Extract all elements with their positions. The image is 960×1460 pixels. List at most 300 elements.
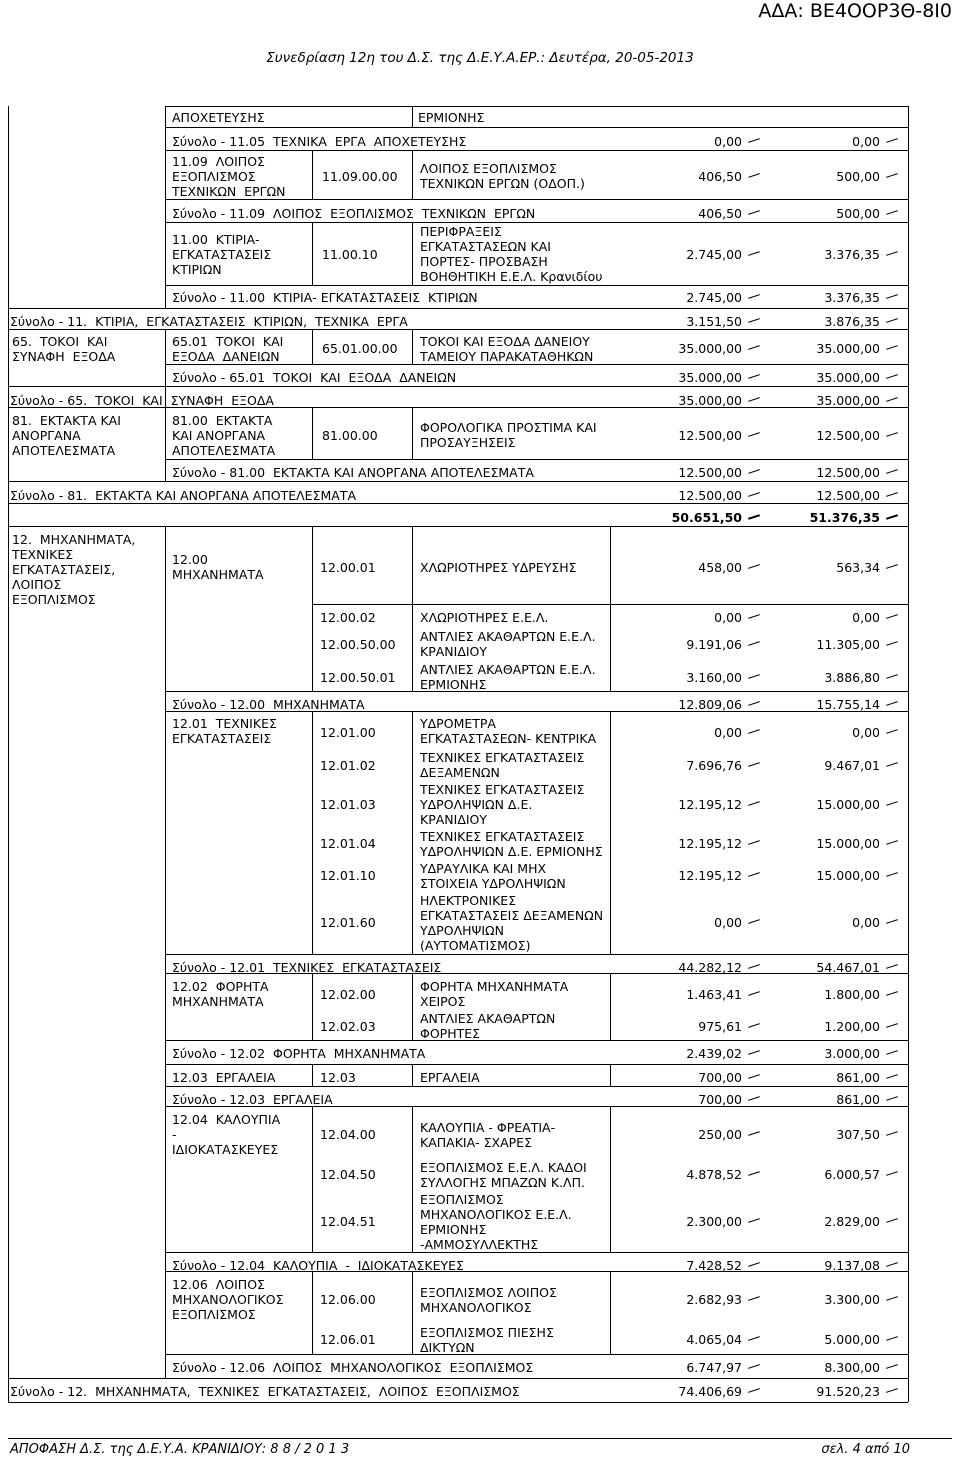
amount-value: 1.463,41 xyxy=(686,987,742,1002)
euro-sign-icon xyxy=(886,251,898,256)
amount-value: 74.406,69 xyxy=(678,1384,742,1399)
table-rule-h xyxy=(165,459,908,460)
amount-column-2 xyxy=(824,1292,898,1307)
table-cell: ΛΟΙΠΟΣ xyxy=(12,577,62,592)
table-cell: ΤΕΧΝΙΚΕΣ ΕΓΚΑΤΑΣΤΑΣΕΙΣ xyxy=(420,750,585,765)
amount-value: 406,50 xyxy=(698,169,742,184)
euro-sign-icon xyxy=(748,641,760,646)
euro-sign-icon xyxy=(748,919,760,924)
table-rule-v xyxy=(610,526,611,691)
table-cell: 12.06.01 xyxy=(320,1332,376,1347)
table-cell: ΜΗΧΑΝΗΜΑΤΑ xyxy=(172,994,264,1009)
table-rule-h xyxy=(165,106,908,107)
table-cell: ΕΓΚΑΤΑΣΤΑΣΕΙΣ xyxy=(172,731,272,746)
euro-sign-icon xyxy=(886,514,898,520)
amount-value: 307,50 xyxy=(836,1127,880,1142)
euro-sign-icon xyxy=(886,210,898,215)
footer-page-number: σελ. 4 από 10 xyxy=(821,1442,910,1457)
table-cell: 12.03 xyxy=(320,1070,356,1085)
amount-column-1 xyxy=(714,725,760,740)
amount-value: 6.747,97 xyxy=(686,1360,742,1375)
table-cell: ΤΕΧΝΙΚΕΣ ΕΓΚΑΤΑΣΤΑΣΕΙΣ xyxy=(420,829,585,844)
table-rule-v xyxy=(8,106,9,1402)
table-cell: 11.09 ΛΟΙΠΟΣ xyxy=(172,154,265,169)
table-rule-v xyxy=(312,150,313,199)
table-cell: ΥΔΡΟΛΗΨΙΩΝ Δ.Ε. xyxy=(420,797,533,812)
table-cell: ΑΝΟΡΓΑΝΑ xyxy=(12,428,81,443)
euro-sign-icon xyxy=(748,514,760,520)
table-rule-v xyxy=(412,407,413,459)
euro-sign-icon xyxy=(886,1296,898,1301)
euro-sign-icon xyxy=(886,729,898,734)
amount-column-2 xyxy=(816,488,898,503)
table-rule-v xyxy=(312,329,313,364)
euro-sign-icon xyxy=(748,1388,760,1393)
amount-column-2 xyxy=(824,247,898,262)
amount-column-2 xyxy=(824,1332,898,1347)
euro-sign-icon xyxy=(748,762,760,767)
table-cell: ΕΞΟΠΛΙΣΜΟΣ xyxy=(172,169,256,184)
amount-column-1 xyxy=(686,758,760,773)
table-cell: ΑΠΟΤΕΛΕΣΜΑΤΑ xyxy=(12,443,116,458)
amount-value: 0,00 xyxy=(852,610,880,625)
euro-sign-icon xyxy=(748,701,760,706)
subtotal-label: Σύνολο - 12. ΜΗΧΑΝΗΜΑΤΑ, ΤΕΧΝΙΚΕΣ ΕΓΚΑΤΑΣΤΑΣΕΙΣ, ΛΟΙΠΟΣ ΕΞΟΠΛΙΣΜΟΣ xyxy=(10,1384,520,1399)
amount-value: 12.809,06 xyxy=(678,697,742,712)
table-cell: ΕΓΚΑΤΑΣΤΑΣΕΙΣ ΔΕΞΑΜΕΝΩΝ xyxy=(420,908,604,923)
table-cell: 12.02 ΦΟΡΗΤΑ xyxy=(172,979,269,994)
euro-sign-icon xyxy=(886,801,898,806)
amount-value: 9.191,06 xyxy=(686,637,742,652)
amount-value: 2.745,00 xyxy=(686,290,742,305)
table-cell: ΥΔΡΟΛΗΨΙΩΝ Δ.Ε. ΕΡΜΙΟΝΗΣ xyxy=(420,844,603,859)
table-cell: ΠΕΡΙΦΡΑΞΕΙΣ xyxy=(420,224,502,239)
table-cell: 12.00.50.00 xyxy=(320,637,396,652)
table-cell: ΕΞΟΔΑ ΔΑΝΕΙΩΝ xyxy=(172,349,280,364)
amount-column-2 xyxy=(816,836,898,851)
subtotal-label: Σύνολο - 12.04 ΚΑΛΟΥΠΙΑ - ΙΔΙΟΚΑΤΑΣΚΕΥΕΣ xyxy=(172,1258,464,1273)
euro-sign-icon xyxy=(886,1336,898,1341)
table-cell: 12.01.04 xyxy=(320,836,376,851)
table-cell: 12.03 ΕΡΓΑΛΕΙΑ xyxy=(172,1070,276,1085)
table-cell: 12.01.60 xyxy=(320,915,376,930)
amount-column-2 xyxy=(824,1167,898,1182)
amount-column-1 xyxy=(698,206,760,221)
amount-column-1 xyxy=(686,670,760,685)
amount-value: 7.696,76 xyxy=(686,758,742,773)
amount-column-1 xyxy=(678,1384,760,1399)
table-cell: ΠΡΟΣΑΥΞΗΣΕΙΣ xyxy=(420,435,516,450)
subtotal-label: Σύνολο - 65.01 ΤΟΚΟΙ ΚΑΙ ΕΞΟΔΑ ΔΑΝΕΙΩΝ xyxy=(172,370,457,385)
table-cell: ΧΛΩΡΙΟΤΗΡΕΣ ΥΔΡΕΥΣΗΣ xyxy=(420,560,577,575)
amount-column-1 xyxy=(678,341,760,356)
amount-column-1 xyxy=(686,1167,760,1182)
table-cell: 12.01.10 xyxy=(320,868,376,883)
euro-sign-icon xyxy=(886,1050,898,1055)
table-cell: ΚΑΙ ΑΝΟΡΓΑΝΑ xyxy=(172,428,266,443)
table-cell: ΑΝΤΛΙΕΣ ΑΚΑΘΑΡΤΩΝ xyxy=(420,1011,556,1026)
euro-sign-icon xyxy=(886,1131,898,1136)
subtotal-label: Σύνολο - 12.01 ΤΕΧΝΙΚΕΣ ΕΓΚΑΤΑΣΤΑΣΕΙΣ xyxy=(172,960,442,975)
table-cell: ΕΞΟΠΛΙΣΜΟΣ xyxy=(172,1307,256,1322)
amount-column-1 xyxy=(686,1360,760,1375)
table-rule-v xyxy=(312,407,313,459)
amount-column-2 xyxy=(852,610,898,625)
amount-column-2 xyxy=(824,1214,898,1229)
amount-value: 4.065,04 xyxy=(686,1332,742,1347)
table-rule-h xyxy=(8,1402,908,1403)
amount-column-2 xyxy=(810,510,898,525)
amount-value: 975,61 xyxy=(698,1019,742,1034)
euro-sign-icon xyxy=(886,1262,898,1267)
amount-value: 3.151,50 xyxy=(686,314,742,329)
amount-column-1 xyxy=(698,1019,760,1034)
amount-value: 12.195,12 xyxy=(678,868,742,883)
table-rule-h xyxy=(8,526,908,527)
amount-column-2 xyxy=(816,465,898,480)
amount-column-1 xyxy=(686,1046,760,1061)
amount-value: 458,00 xyxy=(698,560,742,575)
table-cell: 12.02.00 xyxy=(320,987,376,1002)
euro-sign-icon xyxy=(748,1171,760,1176)
table-rule-v xyxy=(610,1064,611,1086)
euro-sign-icon xyxy=(748,614,760,619)
euro-sign-icon xyxy=(748,872,760,877)
table-cell: ΕΡΓΑΛΕΙΑ xyxy=(420,1070,480,1085)
table-cell: 65. ΤΟΚΟΙ ΚΑΙ xyxy=(12,334,108,349)
table-cell: ΧΛΩΡΙΟΤΗΡΕΣ Ε.Ε.Λ. xyxy=(420,610,549,625)
amount-column-2 xyxy=(816,868,898,883)
table-cell: ΣΥΝΑΦΗ ΕΞΟΔΑ xyxy=(12,349,116,364)
euro-sign-icon xyxy=(748,840,760,845)
table-rule-h xyxy=(165,691,908,692)
amount-column-2 xyxy=(816,393,898,408)
amount-column-2 xyxy=(824,1360,898,1375)
table-cell: 12.00.01 xyxy=(320,560,376,575)
amount-value: 2.300,00 xyxy=(686,1214,742,1229)
euro-sign-icon xyxy=(886,1364,898,1369)
amount-value: 12.500,00 xyxy=(678,428,742,443)
table-rule-v xyxy=(610,711,611,954)
amount-column-1 xyxy=(686,1258,760,1273)
euro-sign-icon xyxy=(748,1296,760,1301)
table-rule-v xyxy=(312,1064,313,1086)
table-cell: ΥΔΡΟΜΕΤΡΑ xyxy=(420,716,496,731)
euro-sign-icon xyxy=(748,397,760,402)
table-cell: 12. ΜΗΧΑΝΗΜΑΤΑ, xyxy=(12,532,136,547)
euro-sign-icon xyxy=(748,1023,760,1028)
amount-column-1 xyxy=(714,915,760,930)
subtotal-label: Σύνολο - 12.03 ΕΡΓΑΛΕΙΑ xyxy=(172,1092,333,1107)
table-cell: ΑΝΤΛΙΕΣ ΑΚΑΘΑΡΤΩΝ Ε.Ε.Λ. xyxy=(420,629,596,644)
table-cell: ΜΗΧΑΝΟΛΟΓΙΚΟΣ xyxy=(172,1292,284,1307)
table-rule-v xyxy=(165,526,166,1378)
table-rule-v xyxy=(412,526,413,691)
table-cell: ΗΛΕΚΤΡΟΝΙΚΕΣ xyxy=(420,893,517,908)
euro-sign-icon xyxy=(886,701,898,706)
table-cell: ΥΔΡΟΛΗΨΙΩΝ xyxy=(420,923,504,938)
footer-decision: ΑΠΟΦΑΣΗ Δ.Σ. της Δ.Ε.Υ.Α. ΚΡΑΝΙΔΙΟΥ: 8 8 / 2 0 1 3 xyxy=(10,1442,350,1457)
amount-value: 700,00 xyxy=(698,1070,742,1085)
amount-value: 0,00 xyxy=(714,915,742,930)
euro-sign-icon xyxy=(886,564,898,569)
euro-sign-icon xyxy=(886,840,898,845)
amount-value: 861,00 xyxy=(836,1092,880,1107)
amount-column-2 xyxy=(816,1384,898,1399)
table-cell: ΕΞΟΠΛΙΣΜΟΣ xyxy=(420,1192,504,1207)
amount-value: 12.500,00 xyxy=(678,465,742,480)
euro-sign-icon xyxy=(886,374,898,379)
table-cell: 12.04.00 xyxy=(320,1127,376,1142)
euro-sign-icon xyxy=(886,1218,898,1223)
table-rule-h xyxy=(165,1064,908,1065)
amount-value: 2.439,02 xyxy=(686,1046,742,1061)
table-cell: - xyxy=(172,1127,177,1142)
table-cell: 12.00.02 xyxy=(320,610,376,625)
table-rule-v xyxy=(312,526,313,691)
amount-value: 3.376,35 xyxy=(824,247,880,262)
amount-value: 11.305,00 xyxy=(816,637,880,652)
amount-column-2 xyxy=(816,960,898,975)
table-cell: ΕΞΟΠΛΙΣΜΟΣ ΛΟΙΠΟΣ xyxy=(420,1285,557,1300)
amount-value: 2.745,00 xyxy=(686,247,742,262)
amount-value: 3.886,80 xyxy=(824,670,880,685)
euro-sign-icon xyxy=(748,1262,760,1267)
table-rule-h xyxy=(165,1040,908,1041)
table-cell: 12.06 ΛΟΙΠΟΣ xyxy=(172,1277,265,1292)
amount-column-2 xyxy=(824,987,898,1002)
euro-sign-icon xyxy=(886,1074,898,1079)
euro-sign-icon xyxy=(748,1096,760,1101)
subtotal-label: Σύνολο - 11.09 ΛΟΙΠΟΣ ΕΞΟΠΛΙΣΜΟΣ ΤΕΧΝΙΚΩΝ ΕΡΓΩΝ xyxy=(172,206,536,221)
table-cell: ΕΡΜΙΟΝΗΣ xyxy=(418,110,485,125)
amount-column-1 xyxy=(686,290,760,305)
amount-column-1 xyxy=(698,560,760,575)
amount-value: 500,00 xyxy=(836,206,880,221)
euro-sign-icon xyxy=(748,1218,760,1223)
amount-column-2 xyxy=(836,560,898,575)
table-cell: ΜΗΧΑΝΟΛΟΓΙΚΟΣ xyxy=(420,1300,532,1315)
amount-value: 3.300,00 xyxy=(824,1292,880,1307)
amount-column-2 xyxy=(836,169,898,184)
amount-value: 35.000,00 xyxy=(678,370,742,385)
amount-column-2 xyxy=(824,1019,898,1034)
table-rule-h xyxy=(165,150,908,151)
amount-value: 3.376,35 xyxy=(824,290,880,305)
amount-column-1 xyxy=(678,868,760,883)
subtotal-label: Σύνολο - 11. ΚΤΙΡΙΑ, ΕΓΚΑΤΑΣΤΑΣΕΙΣ ΚΤΙΡΙΩΝ, ΤΕΧΝΙΚΑ ΕΡΓΑ xyxy=(10,314,408,329)
table-cell: 65.01 ΤΟΚΟΙ ΚΑΙ xyxy=(172,334,284,349)
euro-sign-icon xyxy=(748,294,760,299)
table-rule-v xyxy=(412,1271,413,1354)
euro-sign-icon xyxy=(748,1131,760,1136)
table-cell: 12.01.02 xyxy=(320,758,376,773)
table-cell: ΚΤΙΡΙΩΝ xyxy=(172,262,222,277)
amount-column-1 xyxy=(686,1214,760,1229)
euro-sign-icon xyxy=(886,614,898,619)
table-cell: 11.00 ΚΤΙΡΙΑ- xyxy=(172,232,260,247)
table-cell: 11.09.00.00 xyxy=(322,169,398,184)
amount-value: 50.651,50 xyxy=(671,510,742,525)
table-cell: ΚΑΛΟΥΠΙΑ - ΦΡΕΑΤΙΑ- xyxy=(420,1120,556,1135)
table-rule-h xyxy=(165,364,908,365)
table-cell: ΚΑΠΑΚΙΑ- ΣΧΑΡΕΣ xyxy=(420,1135,532,1150)
euro-sign-icon xyxy=(886,138,898,143)
table-rule-v xyxy=(412,329,413,364)
table-cell: ΒΟΗΘΗΤΙΚΗ Ε.Ε.Λ. Κρανιδίου xyxy=(420,269,603,284)
euro-sign-icon xyxy=(748,374,760,379)
table-rule-v xyxy=(412,1064,413,1086)
subtotal-label: Σύνολο - 12.02 ΦΟΡΗΤΑ ΜΗΧΑΝΗΜΑΤΑ xyxy=(172,1046,426,1061)
table-cell: 81.00.00 xyxy=(322,428,378,443)
table-rule-v xyxy=(312,973,313,1040)
subtotal-label: Σύνολο - 81. ΕΚΤΑΚΤΑ ΚΑΙ ΑΝΟΡΓΑΝΑ ΑΠΟΤΕΛΕΣΜΑΤΑ xyxy=(10,488,356,503)
amount-value: 0,00 xyxy=(852,915,880,930)
amount-column-2 xyxy=(816,428,898,443)
table-cell: ΤΟΚΟΙ ΚΑΙ ΕΞΟΔΑ ΔΑΝΕΙΟΥ xyxy=(420,334,590,349)
amount-column-1 xyxy=(686,314,760,329)
table-cell: ΥΔΡΑΥΛΙΚΑ ΚΑΙ ΜΗΧ xyxy=(420,861,547,876)
table-rule-v xyxy=(312,711,313,954)
table-rule-h xyxy=(165,954,908,955)
amount-column-1 xyxy=(678,428,760,443)
amount-value: 3.160,00 xyxy=(686,670,742,685)
euro-sign-icon xyxy=(748,991,760,996)
table-cell: 12.04.51 xyxy=(320,1214,376,1229)
table-rule-h xyxy=(165,1086,908,1087)
amount-value: 250,00 xyxy=(698,1127,742,1142)
amount-value: 12.500,00 xyxy=(816,465,880,480)
euro-sign-icon xyxy=(748,1074,760,1079)
table-rule-h xyxy=(8,308,908,309)
amount-value: 12.500,00 xyxy=(678,488,742,503)
euro-sign-icon xyxy=(748,251,760,256)
table-cell: ΚΡΑΝΙΔΙΟΥ xyxy=(420,644,488,659)
euro-sign-icon xyxy=(886,318,898,323)
table-cell: 12.02.03 xyxy=(320,1019,376,1034)
amount-value: 563,34 xyxy=(836,560,880,575)
table-cell: ΔΙΚΤΥΩΝ xyxy=(420,1340,475,1355)
table-cell: ΑΠΟΤΕΛΕΣΜΑΤΑ xyxy=(172,443,276,458)
amount-value: 4.878,52 xyxy=(686,1167,742,1182)
amount-column-1 xyxy=(698,1092,760,1107)
table-cell: ΧΕΙΡΟΣ xyxy=(420,994,466,1009)
amount-value: 15.755,14 xyxy=(816,697,880,712)
subtotal-label: Σύνολο - 11.00 ΚΤΙΡΙΑ- ΕΓΚΑΤΑΣΤΑΣΕΙΣ ΚΤΙΡΙΩΝ xyxy=(172,290,478,305)
table-cell: ΑΠΟΧΕΤΕΥΣΗΣ xyxy=(172,110,265,125)
amount-column-2 xyxy=(816,637,898,652)
table-cell: ΕΓΚΑΤΑΣΤΑΣΕΩΝ- ΚΕΝΤΡΙΚΑ xyxy=(420,731,597,746)
amount-column-1 xyxy=(686,247,760,262)
amount-value: 9.467,01 xyxy=(824,758,880,773)
amount-value: 0,00 xyxy=(714,725,742,740)
amount-value: 3.000,00 xyxy=(824,1046,880,1061)
amount-value: 0,00 xyxy=(714,610,742,625)
euro-sign-icon xyxy=(886,641,898,646)
euro-sign-icon xyxy=(886,872,898,877)
table-rule-v xyxy=(312,222,313,285)
euro-sign-icon xyxy=(886,1096,898,1101)
amount-value: 12.195,12 xyxy=(678,797,742,812)
table-rule-v xyxy=(165,106,166,308)
table-cell: ΦΟΡΗΤΑ ΜΗΧΑΝΗΜΑΤΑ xyxy=(420,979,569,994)
table-cell: (ΑΥΤΟΜΑΤΙΣΜΟΣ) xyxy=(420,938,531,953)
table-rule-h xyxy=(8,503,908,504)
amount-column-1 xyxy=(678,960,760,975)
table-cell: 11.00.10 xyxy=(322,247,378,262)
table-cell: 12.01 ΤΕΧΝΙΚΕΣ xyxy=(172,716,277,731)
table-cell: ΕΡΜΙΟΝΗΣ xyxy=(420,677,487,692)
amount-value: 0,00 xyxy=(714,134,742,149)
amount-value: 2.682,93 xyxy=(686,1292,742,1307)
amount-value: 0,00 xyxy=(852,725,880,740)
amount-column-2 xyxy=(852,134,898,149)
euro-sign-icon xyxy=(886,964,898,969)
euro-sign-icon xyxy=(748,1050,760,1055)
subtotal-label: Σύνολο - 11.05 ΤΕΧΝΙΚΑ ΕΡΓΑ ΑΠΟΧΕΤΕΥΣΗΣ xyxy=(172,134,467,149)
amount-value: 91.520,23 xyxy=(816,1384,880,1399)
amount-column-1 xyxy=(698,1127,760,1142)
euro-sign-icon xyxy=(886,991,898,996)
table-cell: ΦΟΡΗΤΕΣ xyxy=(420,1026,481,1041)
table-rule-h xyxy=(165,222,908,223)
euro-sign-icon xyxy=(748,492,760,497)
euro-sign-icon xyxy=(886,1171,898,1176)
table-cell: -ΑΜΜΟΣΥΛΛΕΚΤΗΣ xyxy=(420,1237,539,1252)
amount-column-2 xyxy=(852,915,898,930)
euro-sign-icon xyxy=(886,1023,898,1028)
amount-column-1 xyxy=(678,393,760,408)
amount-column-1 xyxy=(714,610,760,625)
table-cell: ΠΟΡΤΕΣ- ΠΡΟΣΒΑΣΗ xyxy=(420,254,548,269)
amount-column-1 xyxy=(672,510,760,525)
table-cell: 12.00 xyxy=(172,552,208,567)
amount-column-2 xyxy=(824,670,898,685)
amount-column-2 xyxy=(816,370,898,385)
amount-value: 3.876,35 xyxy=(824,314,880,329)
amount-value: 51.376,35 xyxy=(809,510,880,525)
euro-sign-icon xyxy=(886,173,898,178)
amount-column-2 xyxy=(824,1258,898,1273)
amount-value: 9.137,08 xyxy=(824,1258,880,1273)
euro-sign-icon xyxy=(886,397,898,402)
euro-sign-icon xyxy=(748,964,760,969)
subtotal-label: Σύνολο - 65. ΤΟΚΟΙ ΚΑΙ ΣΥΝΑΦΗ ΕΞΟΔΑ xyxy=(10,393,274,408)
table-cell: 12.06.00 xyxy=(320,1292,376,1307)
euro-sign-icon xyxy=(748,318,760,323)
amount-column-2 xyxy=(816,697,898,712)
amount-value: 7.428,52 xyxy=(686,1258,742,1273)
table-rule-h xyxy=(8,386,908,387)
amount-value: 44.282,12 xyxy=(678,960,742,975)
euro-sign-icon xyxy=(886,762,898,767)
table-rule-v xyxy=(610,973,611,1040)
euro-sign-icon xyxy=(748,674,760,679)
table-cell: ΛΟΙΠΟΣ ΕΞΟΠΛΙΣΜΟΣ xyxy=(420,161,557,176)
amount-value: 6.000,57 xyxy=(824,1167,880,1182)
table-cell: ΤΕΧΝΙΚΕΣ ΕΓΚΑΤΑΣΤΑΣΕΙΣ xyxy=(420,782,585,797)
table-cell: ΣΤΟΙΧΕΙΑ ΥΔΡΟΛΗΨΙΩΝ xyxy=(420,876,566,891)
table-cell: ΣΥΛΛΟΓΗΣ ΜΠΑΖΩΝ Κ.ΛΠ. xyxy=(420,1175,585,1190)
euro-sign-icon xyxy=(886,345,898,350)
table-cell: ΜΗΧΑΝΗΜΑΤΑ xyxy=(172,567,264,582)
euro-sign-icon xyxy=(748,432,760,437)
amount-column-2 xyxy=(824,1046,898,1061)
euro-sign-icon xyxy=(748,210,760,215)
euro-sign-icon xyxy=(886,492,898,497)
amount-column-2 xyxy=(836,1092,898,1107)
amount-column-1 xyxy=(714,134,760,149)
